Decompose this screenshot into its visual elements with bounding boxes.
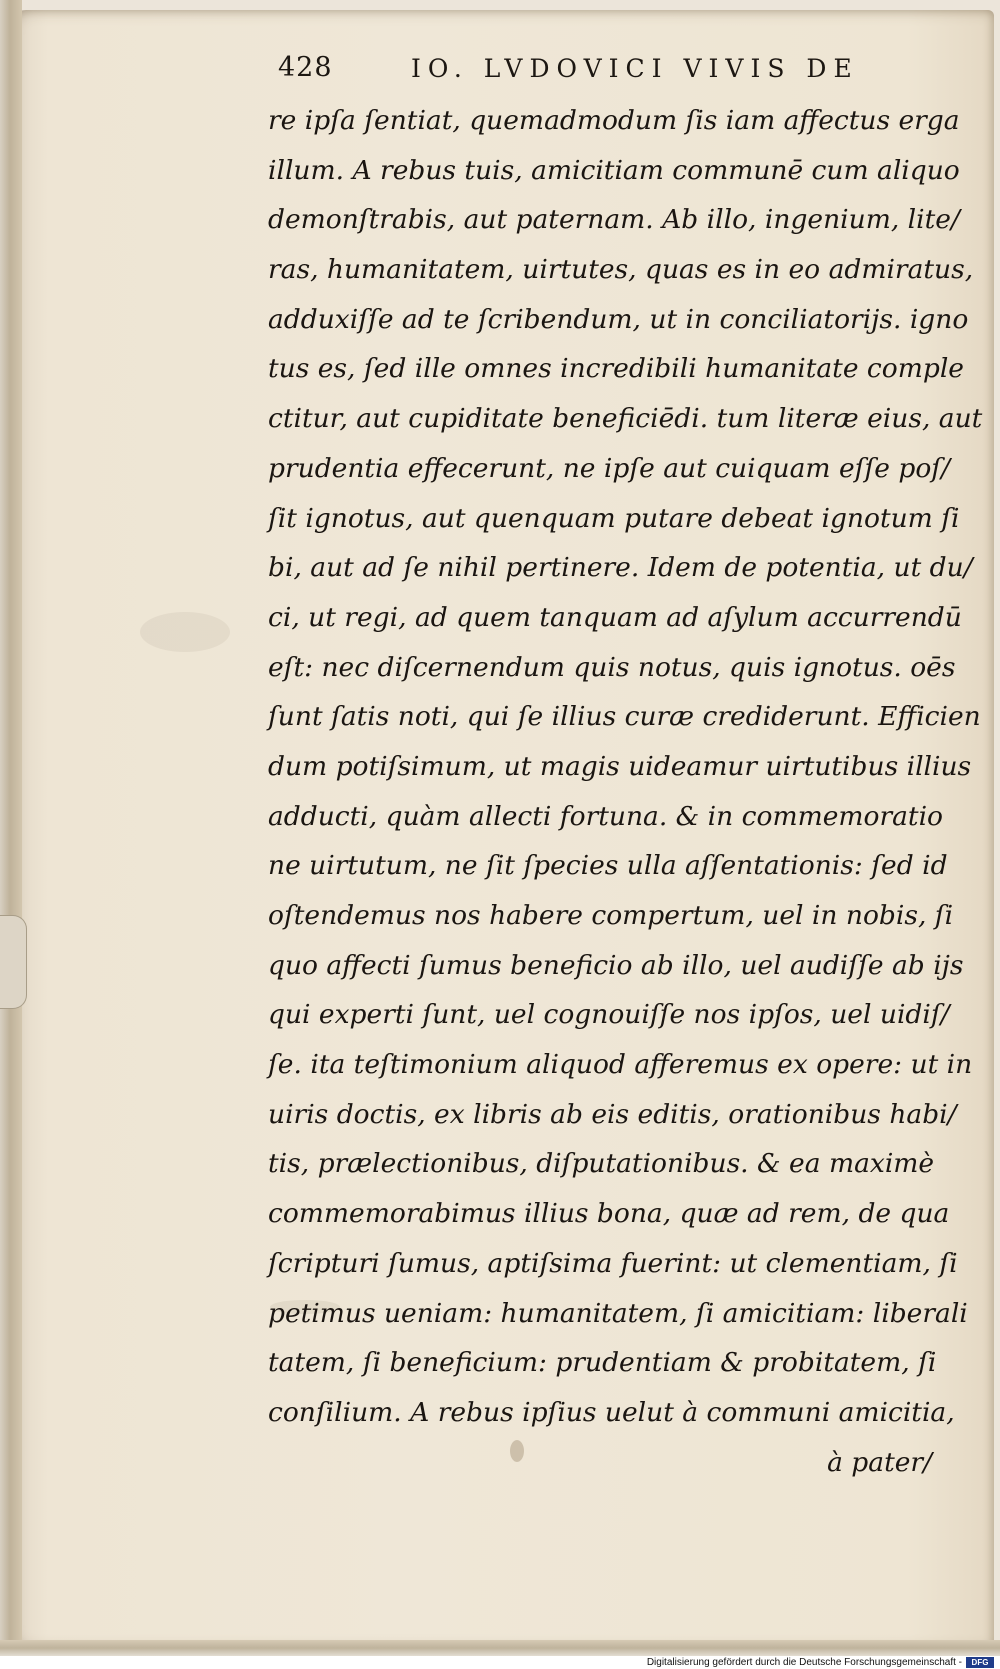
text-line: tatem, ſi beneficium: prudentiam & probitatem, ſi [268,1347,937,1379]
text-line: petimus ueniam: humanitatem, ſi amicitiam: liberali [268,1297,968,1329]
text-line: bi, aut ad ſe nihil pertinere. Idem de potentia, ut du/ [268,552,973,584]
body-text [268,96,983,1487]
bottom-edge [0,1640,1000,1656]
text-line: qui experti ſunt, uel cognouiſſe nos ipſos, uel uidiſ/ [268,999,950,1031]
text-line: ſit ignotus, aut quenquam putare debeat ignotum ſi [268,502,960,534]
text-line: demonſtrabis, aut paternam. Ab illo, ingenium, lite/ [268,204,960,236]
running-head [278,44,878,94]
text-line: re ipſa ſentiat, quemadmodum ſis iam affectus erga [268,105,960,136]
text-line: commemorabimus illius bona, quæ ad rem, de qua [268,1198,950,1230]
text-line: ne uirtutum, ne ſit ſpecies ulla aſſentationis: ſed id [268,850,948,882]
catchword: à pater/ [827,1446,932,1478]
text-line: uiris doctis, ex libris ab eis editis, orationibus habi/ [268,1098,957,1130]
text-line: adducti, quàm allecti fortuna. & in commemoratio [268,800,944,832]
paper-stain [140,612,230,652]
text-line: dum potiſsimum, ut magis uideamur uirtutibus illius [268,750,972,782]
binding-tab [0,915,27,1009]
text-line: illum. A rebus tuis, amicitiam communē cum aliquo [268,154,960,186]
page-number: 428 [278,52,333,83]
text-line: conſilium. A rebus ipſius uelut à communi amicitia, [268,1396,955,1428]
text-line: tis, prælectionibus, diſputationibus. & ea maximè [268,1148,935,1180]
dfg-logo: DFG [966,1657,994,1668]
text-line: ci, ut regi, ad quem tanquam ad aſylum accurrendū [268,601,962,633]
text-line: eſt: nec diſcernendum quis notus, quis ignotus. oēs [268,651,956,683]
digitization-credit: Digitalisierung gefördert durch die Deutsche Forschungsgemeinschaft - [646,1657,962,1668]
text-line: tus es, ſed ille omnes incredibili humanitate comple [268,353,964,385]
running-title: IO. LVDOVICI VIVIS DE [411,54,859,83]
text-line: ctitur, aut cupiditate beneficiēdi. tum literæ eius, aut [268,403,983,435]
text-line: ſcripturi ſumus, aptiſsima fuerint: ut clementiam, ſi [268,1247,958,1279]
text-line: adduxiſſe ad te ſcribendum, ut in conciliatorijs. igno [268,303,969,335]
text-line: oſtendemus nos habere compertum, uel in nobis, ſi [268,900,954,931]
text-line: ſunt ſatis noti, qui ſe illius curæ crediderunt. Efficien [268,701,981,733]
text-line: ras, humanitatem, uirtutes, quas es in eo admiratus, [268,254,974,286]
text-line: prudentia effecerunt, ne ipſe aut cuiquam eſſe poſ/ [268,452,951,484]
gutter-edge [0,0,22,1669]
text-line: quo affecti ſumus beneficio ab illo, uel audiſſe ab ijs [268,949,964,981]
text-line: ſe. ita teſtimonium aliquod afferemus ex opere: ut in [268,1049,973,1081]
